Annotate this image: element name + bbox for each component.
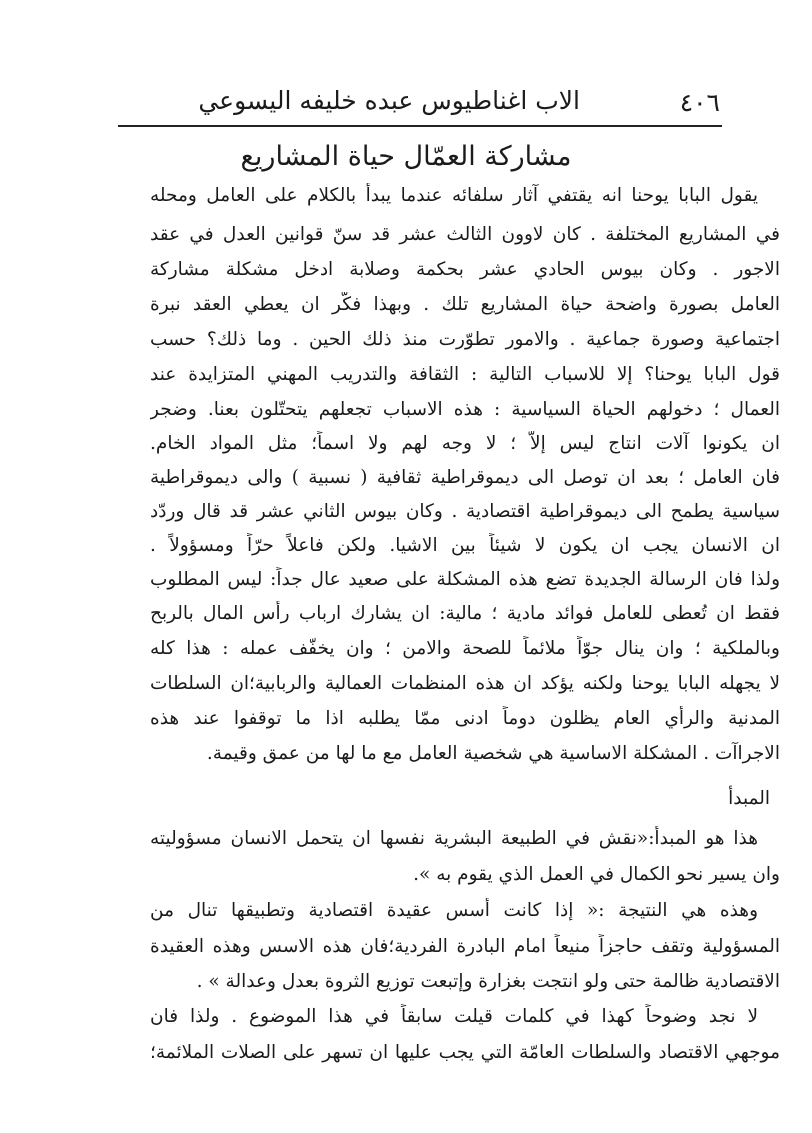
body-line: العمال ؛ دخولهم الحياة السياسية : هذه الاسباب تجعلهم يتحتّلون بعنا. وضجر	[150, 399, 780, 420]
page-header	[112, 86, 720, 122]
body-line: وهذه هي النتيجة :« إذا كانت أسس عقيدة اقتصادية وتطبيقها تنال من	[150, 900, 758, 921]
body-line: وان يسير نحو الكمال في العمل الذي يقوم به ».	[413, 864, 780, 885]
page-number: ٤٠٦	[679, 88, 720, 117]
body-line: موجهي الاقتصاد والسلطات العامّة التي يجب عليها ان تسهر على الصلات الملائمة؛	[150, 1042, 780, 1063]
body-line: ان يكونوا آلات انتاج ليس إلاّ ؛ لا وجه لهم ولا اسماً؛ مثل المواد الخام.	[150, 433, 780, 454]
body-line: المدنية والرأي العام يظلون دوماً ادنى ممّا يطلبه اذا ما توقفوا عند هذه	[150, 708, 780, 729]
body-line: ان الانسان يجب ان يكون لا شيئاً بين الاشيا. ولكن فاعلاً حرّاً ومسؤولاً .	[150, 535, 780, 556]
header-rule	[118, 125, 722, 127]
body-line: هذا هو المبدأ:«نقش في الطبيعة البشرية نفسها ان يتحمل الانسان مسؤوليته	[150, 828, 758, 849]
body-line: العامل بصورة واضحة حياة المشاريع تلك . وبهذا فكّر ان يعطي العقد نبرة	[150, 294, 780, 315]
body-line: فان العامل ؛ بعد ان توصل الى ديموقراطية ثقافية ( نسبية ) والى ديموقراطية	[150, 467, 780, 488]
body-line: وبالملكية ؛ وان ينال جوّاً ملائماً للصحة والامن ؛ وان يخفّف عمله : هذا كله	[150, 638, 780, 659]
body-line: المسؤولية وتقف حاجزاً منيعاً امام البادرة الفردية؛فان هذه الاسس وهذه العقيدة	[150, 936, 780, 957]
section-title: مشاركة العمّال حياة المشاريع	[240, 141, 572, 172]
body-line: سياسية يطمح الى ديموقراطية اقتصادية . وكان بيوس الثاني عشر قد قال وردّد	[150, 501, 780, 522]
body-line: لا يجهله البابا يوحنا ولكنه يؤكد ان هذه المنظمات العمالية والربابية؛ان السلطات	[150, 673, 780, 694]
body-line: اجتماعية وصورة جماعية . والامور تطوّرت منذ ذلك الحين . وما ذلك؟ حسب	[150, 329, 780, 350]
body-line: الاقتصادية ظالمة حتى ولو انتجت بغزارة وإتبعت توزيع الثروة بعدل وعدالة » .	[196, 971, 780, 992]
body-line: ولذا فان الرسالة الجديدة تضع هذه المشكلة على صعيد عال جداً: ليس المطلوب	[150, 569, 780, 590]
body-line: يقول البابا يوحنا انه يقتفي آثار سلفائه عندما يبدأ بالكلام على العامل ومحله	[150, 185, 758, 206]
body-line: فقط ان تُعطى للعامل فوائد مادية ؛ مالية: ان يشارك ارباب رأس المال بالربح	[150, 603, 780, 624]
body-line: في المشاريع المختلفة . كان لاوون الثالث عشر قد سنّ قوانين العدل في عقد	[150, 224, 780, 245]
body-line: الاجراآت . المشكلة الاساسية هي شخصية العامل مع ما لها من عمق وقيمة.	[206, 743, 780, 764]
body-line: قول البابا يوحنا؟ إلا للاسباب التالية : الثقافة والتدريب المهني المتزايدة عند	[150, 364, 780, 385]
running-title: الاب اغناطيوس عبده خليفه اليسوعي	[198, 86, 580, 115]
subheading: المبدأ	[728, 788, 770, 809]
body-line: الاجور . وكان بيوس الحادي عشر بحكمة وصلابة ادخل مشكلة مشاركة	[150, 259, 780, 280]
body-line: لا نجد وضوحاً كهذا في كلمات قيلت سابقاً في هذا الموضوع . ولذا فان	[150, 1006, 758, 1027]
